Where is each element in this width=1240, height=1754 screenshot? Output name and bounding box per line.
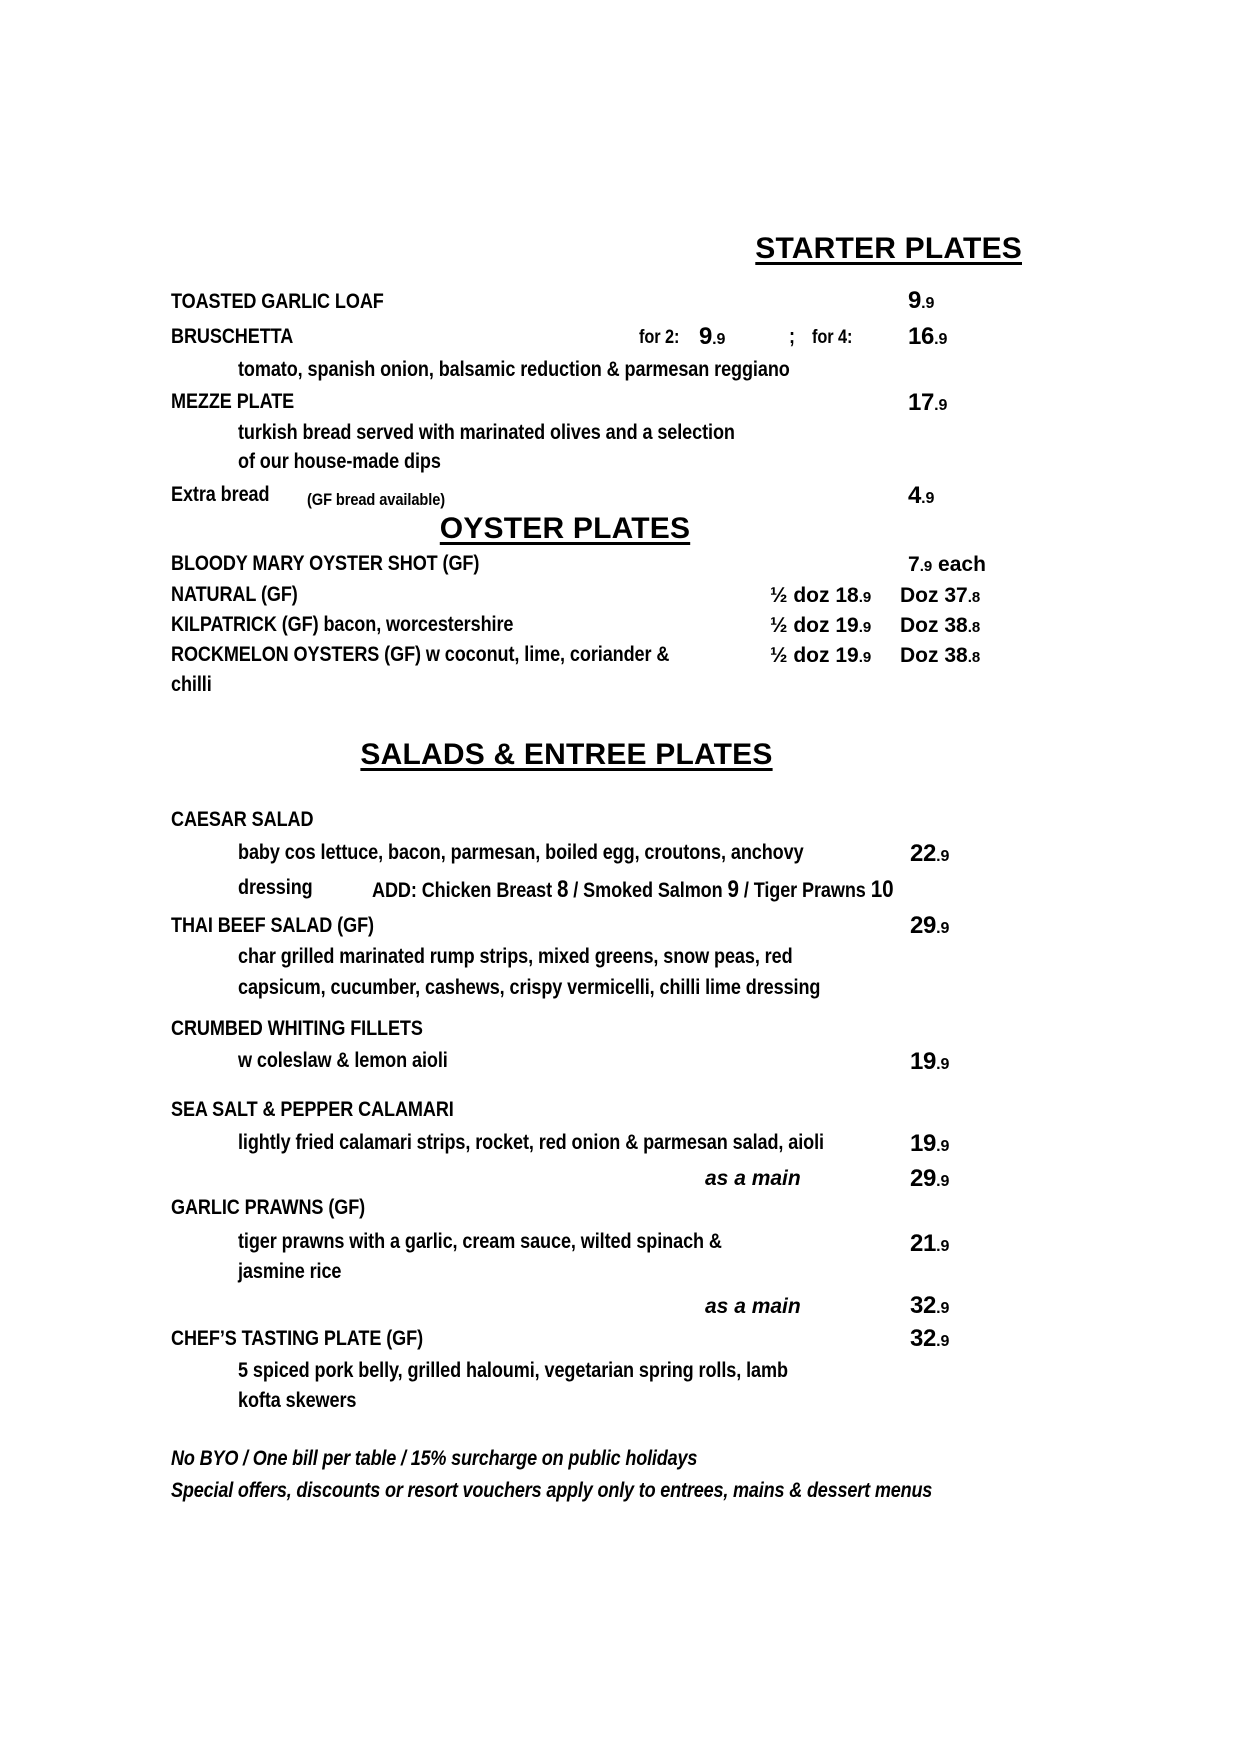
price-whole: 38 [944, 644, 968, 667]
price-rockmelon-dozen [900, 644, 980, 668]
menu-item-description-caesar-line2 [238, 876, 325, 900]
price-toasted-garlic-loaf [908, 287, 934, 315]
separator-text: ; [789, 325, 795, 348]
item-description-line-2: kofta skewers [238, 1389, 357, 1412]
item-name: CHEF’S TASTING PLATE (GF) [171, 1327, 424, 1350]
half-doz-label: ½ doz [770, 614, 830, 637]
price-decimal: .9 [936, 1238, 950, 1255]
add-separator-2: / Tiger Prawns [743, 879, 866, 902]
price-whole: 37 [944, 584, 968, 607]
section-heading-text: SALADS & ENTREE PLATES [360, 738, 773, 771]
menu-item-description-bruschetta [238, 358, 880, 382]
bruschetta-for-4-label [812, 327, 859, 349]
price-decimal: .9 [858, 589, 872, 606]
price-rockmelon-half-dozen [770, 644, 871, 668]
price-whole: 19 [835, 614, 859, 637]
price-whole: 29 [910, 1165, 937, 1192]
menu-item-description-calamari [238, 1131, 919, 1155]
for-4-label: for 4: [812, 327, 853, 348]
price-garlic-prawns-entree [910, 1230, 949, 1258]
add-salmon-price: 9 [727, 876, 739, 903]
item-name: BLOODY MARY OYSTER SHOT (GF) [171, 552, 480, 575]
add-chicken-price: 8 [556, 876, 569, 903]
menu-item-name-garlic-prawns [171, 1196, 397, 1220]
price-natural-dozen [900, 584, 980, 608]
menu-item-name-kilpatrick-oysters [171, 613, 569, 637]
item-name: ROCKMELON OYSTERS (GF) w coconut, lime, coriander & [171, 643, 670, 666]
menu-item-name-bruschetta [171, 325, 313, 349]
price-calamari-entree [910, 1130, 949, 1158]
price-decimal: .9 [921, 295, 935, 312]
price-whole: 22 [910, 840, 937, 867]
price-crumbed-whiting-fillets [910, 1048, 949, 1076]
item-description-line-2: capsicum, cucumber, cashews, crispy vermicelli, chilli lime dressing [238, 976, 821, 999]
item-description: tomato, spanish onion, balsamic reduction & parmesan reggiano [238, 358, 790, 381]
price-bruschetta-for-4 [908, 323, 947, 351]
item-name: CAESAR SALAD [171, 808, 314, 831]
menu-item-note-extra-bread [307, 487, 468, 511]
item-name-line-2: chilli [171, 673, 212, 696]
menu-item-name-mezze-plate [171, 390, 314, 414]
price-bloody-mary-oyster-shot [908, 553, 986, 577]
footer-policy-line-1 [171, 1447, 783, 1471]
menu-item-name-crumbed-whiting-fillets [171, 1017, 464, 1041]
garlic-prawns-as-a-main-label [705, 1295, 801, 1319]
item-description-line-1: char grilled marinated rump strips, mixed greens, snow peas, red [238, 945, 793, 968]
price-unit: each [938, 553, 986, 576]
section-heading-oyster-plates [0, 512, 1130, 546]
menu-item-description-whiting [238, 1049, 482, 1073]
menu-item-name-thai-beef-salad [171, 914, 407, 938]
item-name: THAI BEEF SALAD (GF) [171, 914, 374, 937]
item-name: KILPATRICK (GF) bacon, worcestershire [171, 613, 514, 636]
item-name: Extra bread [171, 483, 270, 506]
price-chefs-tasting-plate [910, 1325, 949, 1353]
price-decimal: .9 [934, 331, 948, 348]
price-decimal: .8 [967, 619, 981, 636]
item-description-line-1: baby cos lettuce, bacon, parmesan, boiled egg, croutons, anchovy [238, 841, 804, 864]
price-mezze-plate [908, 389, 947, 417]
doz-label: Doz [900, 584, 939, 607]
price-calamari-as-a-main [910, 1165, 949, 1193]
price-whole: 7 [908, 553, 920, 576]
price-decimal: .9 [936, 920, 950, 937]
price-natural-half-dozen [770, 584, 871, 608]
price-decimal: .9 [712, 331, 726, 348]
price-whole: 21 [910, 1230, 937, 1257]
as-a-main-text: as a main [705, 1295, 801, 1318]
bruschetta-separator [789, 325, 796, 349]
price-decimal: .9 [936, 1056, 950, 1073]
item-name: NATURAL (GF) [171, 583, 298, 606]
price-whole: 32 [910, 1292, 937, 1319]
item-description-line-1: lightly fried calamari strips, rocket, red onion & parmesan salad, aioli [238, 1131, 824, 1154]
add-options-line [372, 876, 893, 904]
menu-item-description-mezze-line1 [238, 421, 816, 445]
add-prawns-price: 10 [870, 876, 894, 903]
item-name: GARLIC PRAWNS (GF) [171, 1196, 366, 1219]
price-decimal: .9 [936, 1300, 950, 1317]
footer-text-line-2: Special offers, discounts or resort vouchers apply only to entrees, mains & dessert menus [171, 1479, 933, 1502]
price-whole: 9 [699, 323, 713, 350]
price-kilpatrick-half-dozen [770, 614, 871, 638]
menu-item-name-sea-salt-pepper-calamari [171, 1098, 500, 1122]
item-description-line-1: w coleslaw & lemon aioli [238, 1049, 448, 1072]
price-whole: 4 [908, 482, 922, 509]
price-decimal: .8 [967, 589, 981, 606]
price-garlic-prawns-as-a-main [910, 1292, 949, 1320]
price-decimal: .9 [858, 619, 872, 636]
item-description-line-1: turkish bread served with marinated olives and a selection [238, 421, 735, 444]
price-whole: 18 [835, 584, 859, 607]
price-whole: 19 [910, 1130, 937, 1157]
price-whole: 19 [835, 644, 859, 667]
add-label: ADD: Chicken Breast [372, 879, 553, 902]
price-whole: 29 [910, 912, 937, 939]
price-whole: 17 [908, 389, 935, 416]
price-whole: 38 [944, 614, 968, 637]
menu-item-description-garlic-prawns-line2 [238, 1260, 358, 1284]
item-name: SEA SALT & PEPPER CALAMARI [171, 1098, 454, 1121]
item-description-line-2-lead: dressing [238, 876, 313, 899]
price-decimal: .9 [921, 490, 935, 507]
menu-item-description-thai-line1 [238, 945, 883, 969]
price-extra-bread [908, 482, 934, 510]
menu-item-name-caesar-salad [171, 808, 337, 832]
item-name: TOASTED GARLIC LOAF [171, 290, 384, 313]
item-description-line-2: of our house-made dips [238, 450, 441, 473]
item-name: BRUSCHETTA [171, 325, 294, 348]
footer-text-line-1: No BYO / One bill per table / 15% surcharge on public holidays [171, 1447, 698, 1470]
bruschetta-for-2-label [639, 327, 686, 349]
price-decimal: .8 [967, 649, 981, 666]
menu-item-name-bloody-mary-oyster-shot [171, 552, 530, 576]
price-decimal: .9 [919, 558, 933, 575]
price-whole: 16 [908, 323, 935, 350]
menu-item-description-garlic-prawns-line1 [238, 1230, 801, 1254]
price-bruschetta-for-2 [699, 323, 725, 351]
item-name: CRUMBED WHITING FILLETS [171, 1017, 423, 1040]
menu-item-description-thai-line2 [238, 976, 915, 1000]
half-doz-label: ½ doz [770, 584, 830, 607]
price-decimal: .9 [936, 1138, 950, 1155]
item-description-line-1: 5 spiced pork belly, grilled haloumi, vegetarian spring rolls, lamb [238, 1359, 788, 1382]
menu-item-description-chefs-line2 [238, 1389, 376, 1413]
item-note: (GF bread available) [307, 490, 446, 509]
price-decimal: .9 [858, 649, 872, 666]
for-2-label: for 2: [639, 327, 680, 348]
menu-item-name-toasted-garlic-loaf [171, 290, 418, 314]
menu-item-name-rockmelon-oysters-line2 [171, 673, 218, 697]
caesar-add-options [372, 876, 978, 904]
as-a-main-text: as a main [705, 1167, 801, 1190]
section-heading-salads-entree-plates [0, 738, 1133, 772]
section-heading-text: STARTER PLATES [755, 232, 1022, 265]
price-decimal: .9 [936, 1173, 950, 1190]
price-decimal: .9 [934, 397, 948, 414]
menu-item-description-chefs-line1 [238, 1359, 877, 1383]
price-thai-beef-salad [910, 912, 949, 940]
section-heading-text: OYSTER PLATES [439, 512, 691, 545]
doz-label: Doz [900, 614, 939, 637]
item-description-line-1: tiger prawns with a garlic, cream sauce, wilted spinach & [238, 1230, 722, 1253]
price-decimal: .9 [936, 1333, 950, 1350]
menu-item-description-caesar-line1 [238, 841, 896, 865]
item-description-line-2: jasmine rice [238, 1260, 342, 1283]
price-decimal: .9 [936, 848, 950, 865]
price-whole: 32 [910, 1325, 937, 1352]
price-kilpatrick-dozen [900, 614, 980, 638]
menu-item-name-natural-oysters [171, 583, 318, 607]
menu-item-name-rockmelon-oysters [171, 643, 750, 667]
price-whole: 19 [910, 1048, 937, 1075]
menu-item-name-chefs-tasting-plate [171, 1327, 464, 1351]
doz-label: Doz [900, 644, 939, 667]
add-separator-1: / Smoked Salmon [573, 879, 723, 902]
menu-item-name-extra-bread [171, 483, 285, 507]
section-heading-starter-plates [0, 232, 1022, 266]
footer-policy-line-2 [171, 1479, 1056, 1503]
menu-item-description-mezze-line2 [238, 450, 474, 474]
price-caesar-salad [910, 840, 949, 868]
price-whole: 9 [908, 287, 922, 314]
item-name: MEZZE PLATE [171, 390, 295, 413]
half-doz-label: ½ doz [770, 644, 830, 667]
calamari-as-a-main-label [705, 1167, 801, 1191]
